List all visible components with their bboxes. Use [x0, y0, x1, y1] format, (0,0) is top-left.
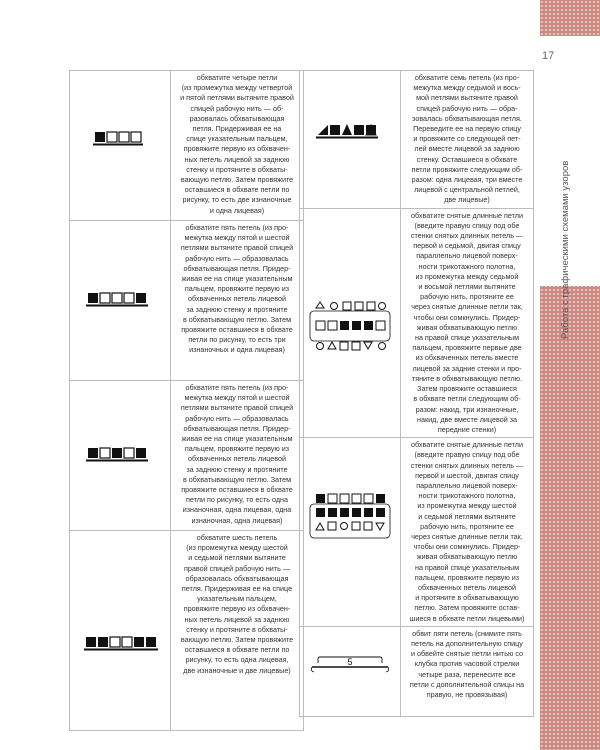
symbol-5-stitch-b: [70, 381, 170, 531]
symbol-long-b: [300, 438, 400, 618]
table-row: [300, 71, 534, 209]
left-symbol-table: [69, 70, 304, 731]
symbol-4-stitch: [70, 71, 170, 221]
table-row: [70, 381, 304, 531]
description-cell: обхватите пять петель (из про- межутка между пятой и шестой петлями вытяните правой спицей рабочую нить — образовалась обхватывающая петля. Придер- живая ее на спице указательным пальцем, провяжите первую из обхваченных петель лицевой за заднюю стенку и протяните в обхватывающую петлю. Затем провяжите оставшиеся в обхвате петли по рисунку, то есть одна изнаночная, одна лицевая, одна изнаночная, одна лицевая): [171, 381, 304, 531]
table-row: [300, 626, 534, 716]
symbol-cell: [300, 208, 401, 437]
table-row: [70, 531, 304, 731]
symbol-cell: [300, 626, 401, 716]
description-cell: обхватите пять петель (из про- межутка между пятой и шестой петлями вытяните правой спицей рабочую нить — образовалась обхватывающая петля. Придер- живая ее на спице указательным пальцем, провяжите первую из обхваченных петель лицевой за заднюю стенку и протяните в обхватывающую петлю. Затем провяжите оставшиеся в обхвате петли по рисунку, то есть три изнаночных и одна лицевая): [171, 221, 304, 381]
description-cell: обхватите шесть петель (из промежутка между шестой и седьмой петлями вытяните правой спицей рабочую нить — образовалась обхватывающая петля. Придерживая ее на спице указательным пальцем, провяжите первую из обхвачен- ных петель лицевой за заднюю стенку и протяните в обхваты- вающую петлю. Затем провяжите оставшиеся в обхвате петли по рисунку, то есть одна лицевая, две изнаночные и две лицевые): [171, 531, 304, 731]
description-cell: обвит пяти петель (снимите пять петель на дополнительную спицу и обвейте снятые петли нитью со клубка против часовой стрелки четыре раза, перенесите все петли с дополнительной спицы на правую, не провязывая): [401, 626, 534, 716]
symbol-cell: [70, 71, 171, 221]
symbol-7-stitch: [300, 71, 400, 199]
page-number: 17: [542, 50, 555, 62]
symbol-6-stitch: [70, 531, 170, 731]
wrap-count-label: 5: [347, 656, 353, 667]
table-row: [70, 221, 304, 381]
side-stripe: [540, 0, 600, 750]
table-row: [70, 71, 304, 221]
description-cell: обхватите снятые длинные петли (введите правую спицу под обе стенки снятых длинных петель — первой и седьмой, двигая спицу параллельно лицевой поверх- ности трикотажного полотна, из промежутка между седьмой и восьмой петлями вытяните рабочую нить, протяните ее через снятые длинные петли так, чтобы они сомкнулись. Придер- живая обхватывающую петлю на правой спице указательным пальцем, провяжите первые две из обхваченных петель вместе лицевой за задние стенки и про- тяните в обхватывающую петлю. Затем провяжите оставшиеся в обхвате петли следующим об- разом: накид, три изнаночные, накид, две вместе лицевой за передние стенки): [401, 208, 534, 437]
symbol-cell: [300, 438, 401, 627]
symbol-cell: [70, 381, 171, 531]
description-cell: обхватите снятые длинные петли (введите правую спицу под обе стенки снятых длинных петель — первой и шестой, двигая спицу параллельно лицевой поверх- ности трикотажного полотна, из промежутка между шестой и седьмой петлями вытяните рабочую нить, протяните ее через снятые длинные петли так, чтобы они сомкнулись. Придер- живая обхватывающую петлю на правой спице указательным пальцем, провяжите первую из обхваченных петель лицевой и протяните в обхватывающую петлю. Затем провяжите остав- шиеся в обхвате петли лицевыми): [401, 438, 534, 627]
symbol-wrap-5: [300, 627, 400, 717]
symbol-long-a: [300, 209, 400, 424]
symbol-5-stitch-a: [70, 221, 170, 381]
table-row: [300, 438, 534, 627]
symbol-cell: [70, 221, 171, 381]
side-caption: Работа с графическими схемами узоров: [560, 160, 571, 340]
right-symbol-table: [299, 70, 534, 717]
description-cell: обхватите четыре петли (из промежутка между четвертой и пятой петлями вытяните правой спицей рабочую нить — об- разовалась обхватывающая петля. Придерживая ее на спице указательным пальцем, провяжите первую из обхвачен- ных петель лицевой за заднюю стенку и протяните в обхваты- вающую петлю. Затем провяжите оставшиеся в обхвате петли по рисунку, то есть две изнаночные и одна лицевая): [171, 71, 304, 221]
table-row: [300, 208, 534, 437]
symbol-cell: [70, 531, 171, 731]
symbol-cell: [300, 71, 401, 209]
description-cell: обхватите семь петель (из про- межутка между седьмой и вось- мой петлями вытяните правой спицей рабочую нить — обра- зовалась обхватывающая петля. Переведите ее на первую спицу и провяжите со следующей пет- лей вместе лицевой за заднюю стенку. Оставшиеся в обхвате петли провяжите следующим об- разом: одна лицевая, три вместе лицевой с центральной петлей, две лицевые): [401, 71, 534, 209]
